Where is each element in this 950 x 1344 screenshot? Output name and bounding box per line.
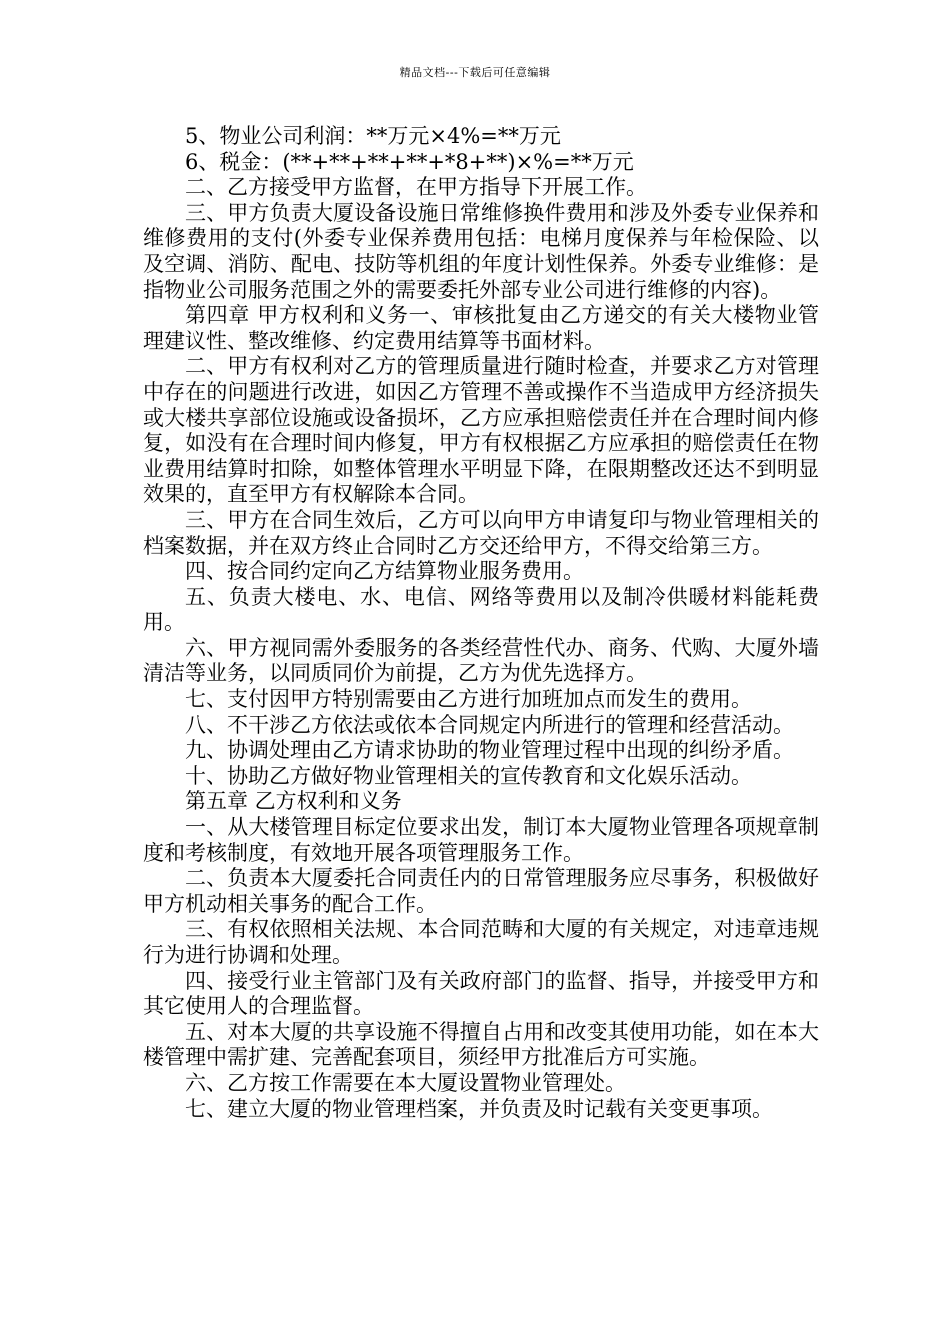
paragraph: 十、协助乙方做好物业管理相关的宣传教育和文化娱乐活动。 (185, 763, 752, 788)
paragraph: 二、甲方有权利对乙方的管理质量进行随时检查，并要求乙方对管理中存在的问题进行改进，如因乙方管理不善或操作不当造成甲方经济损失或大楼共享部位设施或设备损坏，乙方应承担赔偿责任并在合理时间内修复，如没有在合理时间内修复，甲方有权根据乙方应承担的赔偿责任在物业费用结算时扣除，如整体管理水平明显下降，在限期整改还达不到明显效果的，直至甲方有权解除本合同。 (143, 354, 819, 507)
paragraph: 三、甲方在合同生效后，乙方可以向甲方申请复印与物业管理相关的档案数据，并在双方终止合同时乙方交还给甲方，不得交给第三方。 (143, 507, 819, 558)
paragraph: 二、负责本大厦委托合同责任内的日常管理服务应尽事务，积极做好甲方机动相关事务的配合工作。 (143, 866, 819, 916)
paragraph: 5、物业公司利润：**万元×4%=**万元 (185, 124, 561, 148)
paragraph: 6、税金：(**+**+**+**+*8+**)×%=**万元 (185, 149, 634, 174)
paragraph: 三、有权依照相关法规、本合同范畴和大厦的有关规定，对违章违规行为进行协调和处理。 (143, 917, 819, 967)
page-header: 精品文档---下载后可任意编辑 (399, 66, 551, 79)
paragraph: 五、负责大楼电、水、电信、网络等费用以及制冷供暖材料能耗费用。 (143, 584, 819, 635)
paragraph: 六、甲方视同需外委服务的各类经营性代办、商务、代购、大厦外墙清洁等业务，以同质同价为前提，乙方为优先选择方。 (143, 635, 819, 686)
chapter-heading-paragraph: 第四章 甲方权利和义务一、审核批复由乙方递交的有关大楼物业管理建议性、整改维修、约定费用结算等书面材料。 (143, 303, 819, 353)
paragraph: 八、不干涉乙方依法或依本合同规定内所进行的管理和经营活动。 (185, 712, 794, 737)
paragraph: 四、按合同约定向乙方结算物业服务费用。 (185, 559, 584, 584)
paragraph: 五、对本大厦的共享设施不得擅自占用和改变其使用功能，如在本大楼管理中需扩建、完善配套项目，须经甲方批准后方可实施。 (143, 1019, 819, 1070)
paragraph: 七、支付因甲方特别需要由乙方进行加班加点而发生的费用。 (185, 687, 752, 712)
paragraph: 七、建立大厦的物业管理档案，并负责及时记载有关变更事项。 (185, 1096, 773, 1121)
document-body (143, 124, 819, 1122)
paragraph: 六、乙方按工作需要在本大厦设置物业管理处。 (185, 1070, 626, 1095)
chapter-heading: 第五章 乙方权利和义务 (185, 789, 402, 814)
paragraph: 三、甲方负责大厦设备设施日常维修换件费用和涉及外委专业保养和维修费用的支付(外委专业保养费用包括：电梯月度保养与年检保险、以及空调、消防、配电、技防等机组的年度计划性保养。外委专业维修：是指物业公司服务范围之外的需要委托外部专业公司进行维修的内容)。 (143, 200, 819, 302)
paragraph: 二、乙方接受甲方监督，在甲方指导下开展工作。 (185, 175, 647, 200)
paragraph: 九、协调处理由乙方请求协助的物业管理过程中出现的纠纷矛盾。 (185, 738, 794, 763)
paragraph: 一、从大楼管理目标定位要求出发，制订本大厦物业管理各项规章制度和考核制度，有效地开展各项管理服务工作。 (143, 815, 819, 865)
paragraph: 四、接受行业主管部门及有关政府部门的监督、指导，并接受甲方和其它使用人的合理监督。 (143, 968, 819, 1019)
